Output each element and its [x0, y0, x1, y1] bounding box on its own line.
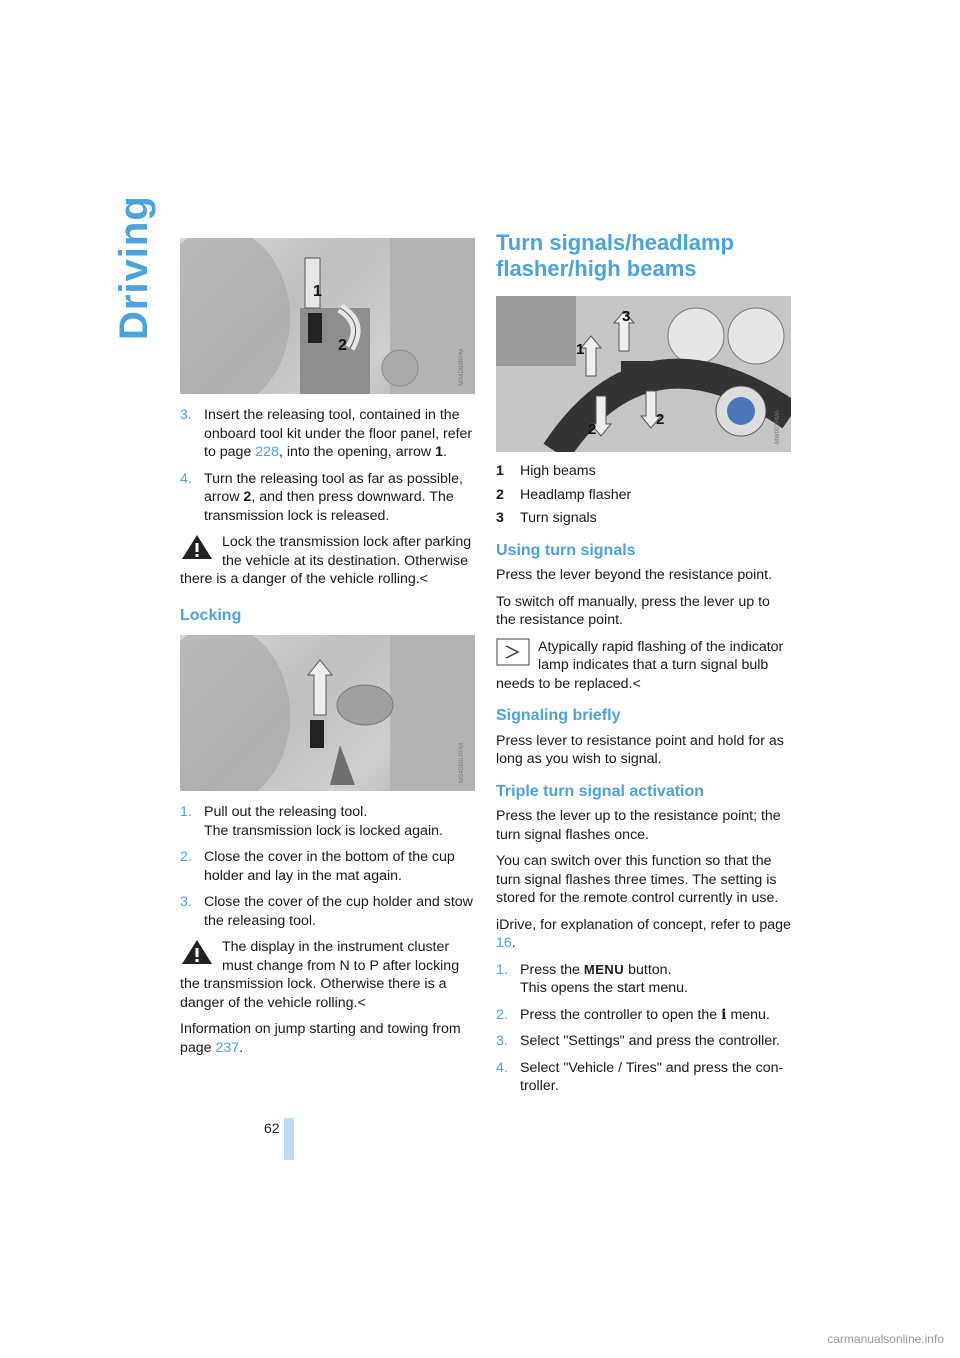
legend-number: 3 [496, 510, 504, 526]
locking-step-3 [180, 893, 476, 930]
menu-button-icon: MENU [583, 961, 625, 977]
triple-turn-signal-heading: Triple turn signal activation [496, 782, 705, 800]
idrive-ref [496, 916, 792, 953]
info-end: . [239, 1039, 244, 1056]
photo-code: MS4D60LRPM [458, 742, 465, 783]
step-number: 3. [180, 407, 192, 423]
arrow-label-1: 1 [313, 283, 322, 300]
arrow-label-2b: 2 [656, 411, 665, 428]
arrow-label-2: 2 [338, 337, 347, 354]
step-4-turn-tool [180, 470, 476, 526]
jump-start-info [180, 1020, 476, 1057]
legend [496, 462, 792, 528]
paragraph: To switch off manually, press the lever up to the resistance point. [496, 593, 770, 628]
step-text: Pull out the releasing tool. [204, 804, 368, 820]
legend-number: 2 [496, 486, 504, 503]
legend-text: Turn signals [520, 510, 597, 526]
step-number: 2. [496, 1006, 508, 1023]
step-text: menu. [726, 1006, 770, 1023]
step-text: , and then press downward. The transmission lock is released. [204, 489, 454, 524]
steering-illustration [496, 296, 791, 452]
warning-icon [180, 938, 214, 966]
page-number: 62 [264, 1120, 280, 1136]
step-number: 1. [496, 961, 508, 978]
photo-code: MW002RMA [774, 409, 781, 444]
locking-photo [180, 635, 475, 791]
warning-text: Lock the transmission lock after parking the vehicle at its destination. Otherwise there is a danger of the vehicle rolling. [180, 534, 472, 587]
step-number: 4. [180, 470, 192, 487]
release-tool-illustration [180, 238, 475, 394]
step-number: 2. [180, 849, 192, 865]
step-subtext: This opens the start menu. [520, 980, 688, 996]
locking-step-1 [180, 803, 476, 840]
locking-heading: Locking [180, 606, 242, 624]
paragraph: You can switch over this function so that the turn signal flashes three times. The setting is stored for the remote control currently in use. [496, 853, 779, 906]
warning-icon [180, 533, 214, 561]
page-link-237[interactable]: 237 [215, 1039, 240, 1056]
menu-step-3 [496, 1032, 792, 1051]
right-column [496, 230, 792, 1104]
legend-item [496, 462, 792, 481]
paragraph: Press the lever up to the resistance point; the turn signal flashes once. [496, 808, 781, 843]
step-number: 3. [496, 1033, 508, 1049]
step-number: 4. [496, 1059, 508, 1076]
arrow-ref: 1 [435, 444, 444, 460]
step-text: Press the controller to open the [520, 1006, 722, 1023]
idrive-text: iDrive, for explanation of concept, refer to page [496, 916, 791, 933]
left-column [180, 238, 476, 1065]
legend-text: Headlamp flasher [520, 486, 632, 503]
arrow-label-3: 3 [622, 308, 631, 325]
info-text: Information on jump starting and towing from page [180, 1021, 461, 1056]
note-bulb-replace [496, 638, 792, 694]
end-mark: < [357, 994, 366, 1011]
arrow-ref: 2 [243, 489, 252, 505]
turn-signal-photo [496, 296, 791, 452]
photo-code: MS4D60RPM [458, 349, 465, 386]
locking-step-2 [180, 848, 476, 885]
step-text: Insert the releasing tool, contained in the onboard tool kit under the floor panel, refer to page [204, 407, 473, 460]
using-turn-signals-heading: Using turn signals [496, 541, 636, 559]
step-text: Press the [520, 961, 584, 978]
step-text: Close the cover in the bottom of the cup holder and lay in the mat again. [204, 849, 455, 884]
legend-text: High beams [520, 463, 596, 479]
end-mark: < [419, 571, 429, 587]
warning-display-check [180, 938, 476, 1012]
step-text: . [443, 444, 447, 460]
menu-step-2 [496, 1006, 792, 1025]
step-text: Turn the releasing tool as far as possible, arrow [204, 470, 463, 505]
end-mark: < [632, 675, 641, 692]
warning-park-lock [180, 533, 476, 589]
step-text: Select "Vehicle / Tires" and press the controller. [520, 1059, 784, 1094]
step-3-insert-tool [180, 406, 476, 462]
step-text: button. [624, 961, 672, 978]
paragraph: Press the lever beyond the resistance point. [496, 567, 773, 583]
note-text: Atypically rapid flashing of the indicator lamp indicates that a turn signal bulb needs to be replaced. [496, 638, 784, 692]
turn-signal-heading: Turn signals/headlamp flasher/high beams [496, 230, 734, 281]
legend-item [496, 486, 792, 505]
section-title: Driving [112, 195, 156, 340]
watermark: carmanualsonline.info [827, 1332, 944, 1346]
step-text: , into the opening, arrow [278, 444, 436, 460]
menu-step-4 [496, 1059, 792, 1096]
page-link-16[interactable]: 16 [496, 935, 512, 951]
legend-item [496, 509, 792, 528]
paragraph: Press lever to resistance point and hold for as long as you wish to signal. [496, 732, 784, 767]
release-tool-photo [180, 238, 475, 394]
step-text: Close the cover of the cup holder and stow the releasing tool. [204, 894, 473, 929]
legend-number: 1 [496, 463, 504, 479]
page-marker-bar [284, 1118, 294, 1160]
step-number: 3. [180, 894, 192, 910]
menu-step-1 [496, 961, 792, 998]
locking-illustration [180, 635, 475, 791]
signaling-briefly-heading: Signaling briefly [496, 707, 621, 724]
warning-text: The display in the instrument cluster must change from N to P after locking the transmission lock. Otherwise there is a danger of the vehicle rolling. [180, 939, 460, 1011]
arrow-label-2a: 2 [588, 421, 597, 438]
step-number: 1. [180, 804, 192, 820]
step-text: Select "Settings" and press the controller. [520, 1033, 781, 1049]
info-menu-icon: i [721, 1006, 727, 1023]
step-subtext: The transmission lock is locked again. [204, 822, 443, 839]
idrive-end: . [511, 935, 516, 951]
arrow-label-1: 1 [576, 341, 585, 358]
note-icon [496, 638, 530, 666]
page-link-228[interactable]: 228 [255, 444, 279, 460]
